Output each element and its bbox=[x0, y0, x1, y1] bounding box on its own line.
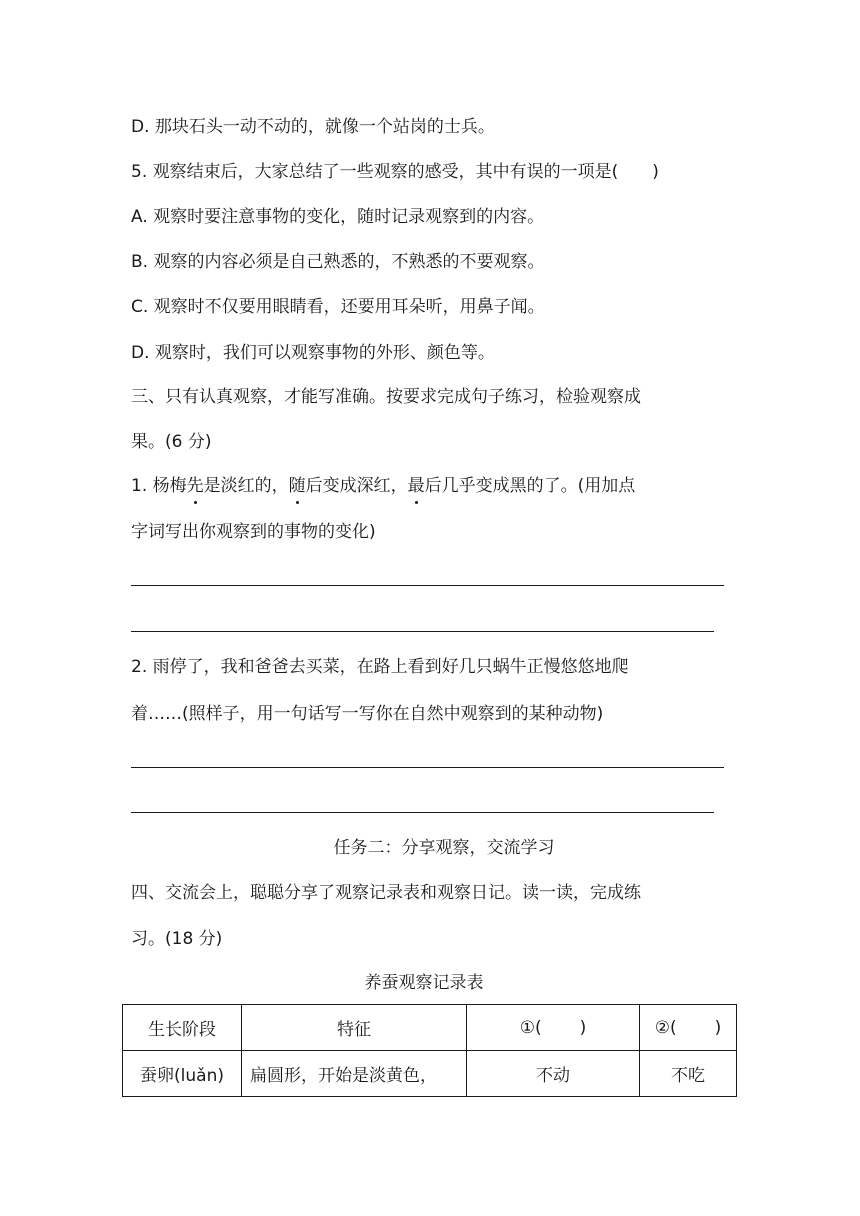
header-blank-2-close: ) bbox=[714, 1017, 722, 1038]
section-4-heading-cont: 习。(18 分) bbox=[131, 929, 223, 949]
option-5b: B. 观察的内容必须是自己熟悉的，不熟悉的不要观察。 bbox=[131, 252, 545, 272]
header-blank-1-close: ) bbox=[579, 1017, 587, 1038]
sentence-1-text: 后变成深红， bbox=[305, 476, 408, 496]
sentence-1 bbox=[131, 474, 635, 498]
table-row bbox=[123, 1051, 737, 1097]
answer-line[interactable] bbox=[131, 812, 714, 813]
cell-blank-2: 不吃 bbox=[640, 1051, 737, 1097]
header-stage: 生长阶段 bbox=[123, 1005, 242, 1051]
sentence-1-instruction: 字词写出你观察到的事物的变化) bbox=[131, 522, 376, 542]
table-header-row bbox=[123, 1005, 737, 1051]
sentence-2: 2. 雨停了，我和爸爸去买菜，在路上看到好几只蜗牛正慢悠悠地爬 bbox=[131, 657, 629, 677]
header-blank-1 bbox=[467, 1005, 640, 1051]
task-2-title: 任务二：分享观察，交流学习 bbox=[333, 838, 555, 858]
cell-stage: 蚕卵(luǎn) bbox=[123, 1051, 242, 1097]
header-feature: 特征 bbox=[242, 1005, 467, 1051]
question-5: 5. 观察结束后，大家总结了一些观察的感受，其中有误的一项是( ) bbox=[131, 162, 659, 182]
section-3-heading-cont: 果。(6 分) bbox=[131, 432, 212, 452]
silkworm-record-table bbox=[122, 1004, 737, 1097]
answer-line[interactable] bbox=[131, 631, 714, 632]
option-4d: D. 那块石头一动不动的，就像一个站岗的士兵。 bbox=[131, 117, 495, 137]
sentence-2-instruction: 着……(照样子，用一句话写一写你在自然中观察到的某种动物) bbox=[131, 704, 604, 724]
dotted-char: 先 bbox=[186, 476, 204, 496]
answer-line[interactable] bbox=[131, 767, 724, 768]
cell-blank-1: 不动 bbox=[467, 1051, 640, 1097]
option-5a: A. 观察时要注意事物的变化，随时记录观察到的内容。 bbox=[131, 207, 545, 227]
cell-feature: 扁圆形，开始是淡黄色， bbox=[242, 1051, 467, 1097]
section-4-heading: 四、交流会上，聪聪分享了观察记录表和观察日记。读一读，完成练 bbox=[131, 883, 641, 903]
answer-line[interactable] bbox=[131, 585, 724, 586]
dotted-char: 随 bbox=[288, 476, 306, 496]
table-title: 养蚕观察记录表 bbox=[364, 973, 484, 993]
sentence-1-text: 1. 杨梅 bbox=[131, 476, 187, 496]
option-5c: C. 观察时不仅要用眼睛看，还要用耳朵听，用鼻子闻。 bbox=[131, 297, 545, 317]
header-blank-1-open: ①( bbox=[519, 1017, 542, 1038]
header-blank-2 bbox=[640, 1005, 737, 1051]
dotted-char: 最 bbox=[407, 476, 425, 496]
sentence-1-text: 是淡红的， bbox=[203, 476, 289, 496]
sentence-1-text: 后几乎变成黑的了。(用加点 bbox=[424, 476, 636, 496]
option-5d: D. 观察时，我们可以观察事物的外形、颜色等。 bbox=[131, 343, 495, 363]
header-blank-2-open: ②( bbox=[654, 1017, 677, 1038]
section-3-heading: 三、只有认真观察，才能写准确。按要求完成句子练习，检验观察成 bbox=[131, 387, 641, 407]
